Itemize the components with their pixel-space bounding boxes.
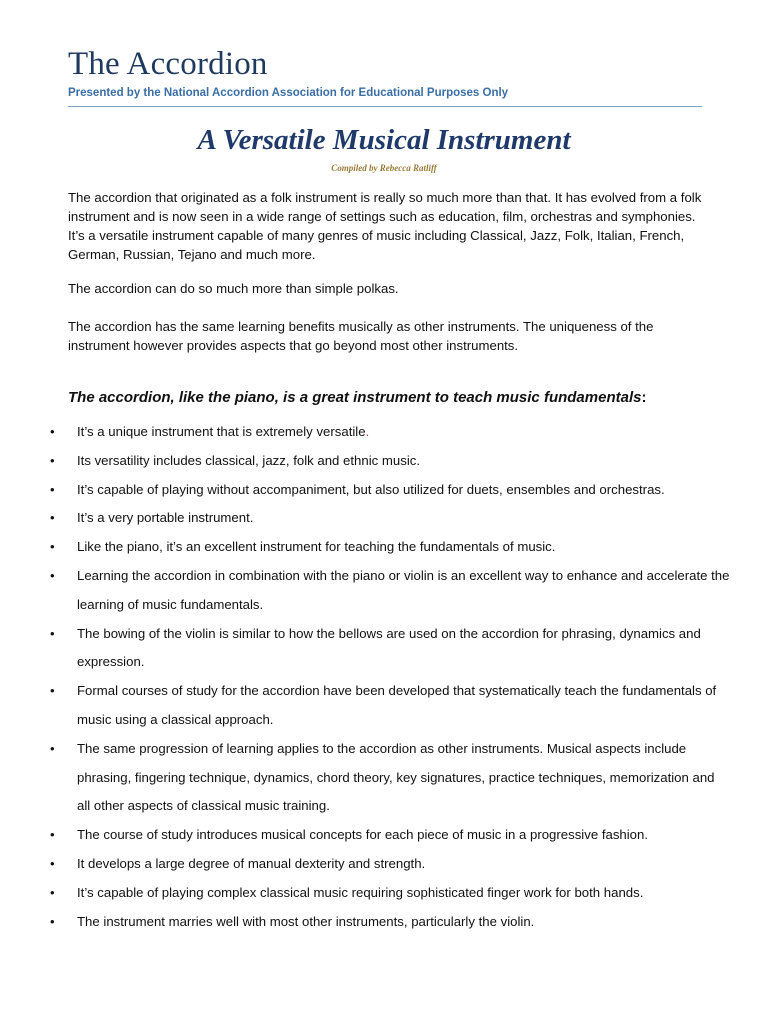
article-heading: A Versatile Musical Instrument xyxy=(197,124,571,156)
section-heading-colon: : xyxy=(641,389,647,406)
bullet-icon: • xyxy=(50,424,55,439)
list-item-text: It’s capable of playing without accompaniment, but also utilized for duets, ensembles and orchestras. xyxy=(77,481,665,497)
list-item xyxy=(50,850,730,879)
bullet-icon: • xyxy=(50,740,55,756)
list-item-text: The course of study introduces musical concepts for each piece of music in a progressive fashion. xyxy=(77,827,649,843)
section-heading-text: The accordion, like the piano, is a great instrument to teach music fundamentals xyxy=(68,389,642,406)
learning-benefits-paragraph: The accordion has the same learning benefits musically as other instruments. The uniqueness of the instrument however provides aspects that go beyond most other instruments. xyxy=(68,319,654,353)
document-subtitle: Presented by the National Accordion Association for Educational Purposes Only xyxy=(68,87,509,99)
bullet-icon: • xyxy=(50,884,55,900)
list-item xyxy=(50,677,730,735)
list-item-text: The instrument marries well with most other instruments, particularly the violin. xyxy=(77,913,535,929)
list-item-text: It’s capable of playing complex classical music requiring sophisticated finger work for both hands. xyxy=(77,884,644,900)
intro-paragraph: The accordion that originated as a folk instrument is really so much more than that. It has evolved from a folk instrument and is now seen in a wide range of settings such as education, film, orchestras and symphonies. It’s a versatile instrument capable of many genres of music including Classical, Jazz, Folk, Italian, French, German, Russian, Tejano and much more. xyxy=(68,190,702,262)
list-item xyxy=(50,879,730,908)
list-item-text: It’s a unique instrument that is extremely versatile xyxy=(77,424,366,439)
list-item-text: The same progression of learning applies to the accordion as other instruments. Musical aspects include phrasing, fingering technique, dynamics, chord theory, key signatures, practice techniques, memorization and all other aspects of classical music training. xyxy=(77,740,715,814)
list-item xyxy=(50,821,730,850)
bullet-icon: • xyxy=(50,452,55,468)
list-item xyxy=(50,418,730,447)
list-item-text: It develops a large degree of manual dexterity and strength. xyxy=(77,855,426,871)
bullet-icon: • xyxy=(50,855,55,871)
list-item xyxy=(50,533,730,562)
bullet-icon: • xyxy=(50,625,55,641)
list-item xyxy=(50,908,730,937)
list-item xyxy=(50,476,730,505)
accent-period: . xyxy=(365,424,370,439)
list-item xyxy=(50,562,730,620)
bullet-icon: • xyxy=(50,827,55,843)
bullet-icon: • xyxy=(50,567,55,583)
list-item-text: Formal courses of study for the accordion have been developed that systematically teach the fundamentals of music using a classical approach. xyxy=(77,683,717,727)
list-item-text: Learning the accordion in combination with the piano or violin is an excellent way to enhance and accelerate the learning of music fundamentals. xyxy=(77,567,730,612)
list-item xyxy=(50,447,730,476)
bullet-icon: • xyxy=(50,539,55,555)
bullet-icon: • xyxy=(50,481,55,497)
bullet-icon: • xyxy=(50,913,55,929)
list-item xyxy=(50,504,730,533)
list-item-text: Its versatility includes classical, jazz, folk and ethnic music. xyxy=(77,452,421,468)
list-item xyxy=(50,620,730,678)
document-title: The Accordion xyxy=(68,46,268,82)
bullet-icon: • xyxy=(50,683,55,699)
title-divider xyxy=(68,106,702,107)
list-item xyxy=(50,735,730,821)
bullet-icon: • xyxy=(50,510,55,526)
list-item-text: The bowing of the violin is similar to how the bellows are used on the accordion for phrasing, dynamics and expression. xyxy=(77,625,701,670)
polkas-paragraph: The accordion can do so much more than simple polkas. xyxy=(68,281,399,296)
fundamentals-bullet-list xyxy=(50,418,730,936)
list-item-text: Like the piano, it’s an excellent instrument for teaching the fundamentals of music. xyxy=(77,539,556,555)
compiled-by-credit: Compiled by Rebecca Ratliff xyxy=(331,163,437,173)
list-item-text: It’s a very portable instrument. xyxy=(77,510,254,526)
section-heading xyxy=(68,389,728,406)
